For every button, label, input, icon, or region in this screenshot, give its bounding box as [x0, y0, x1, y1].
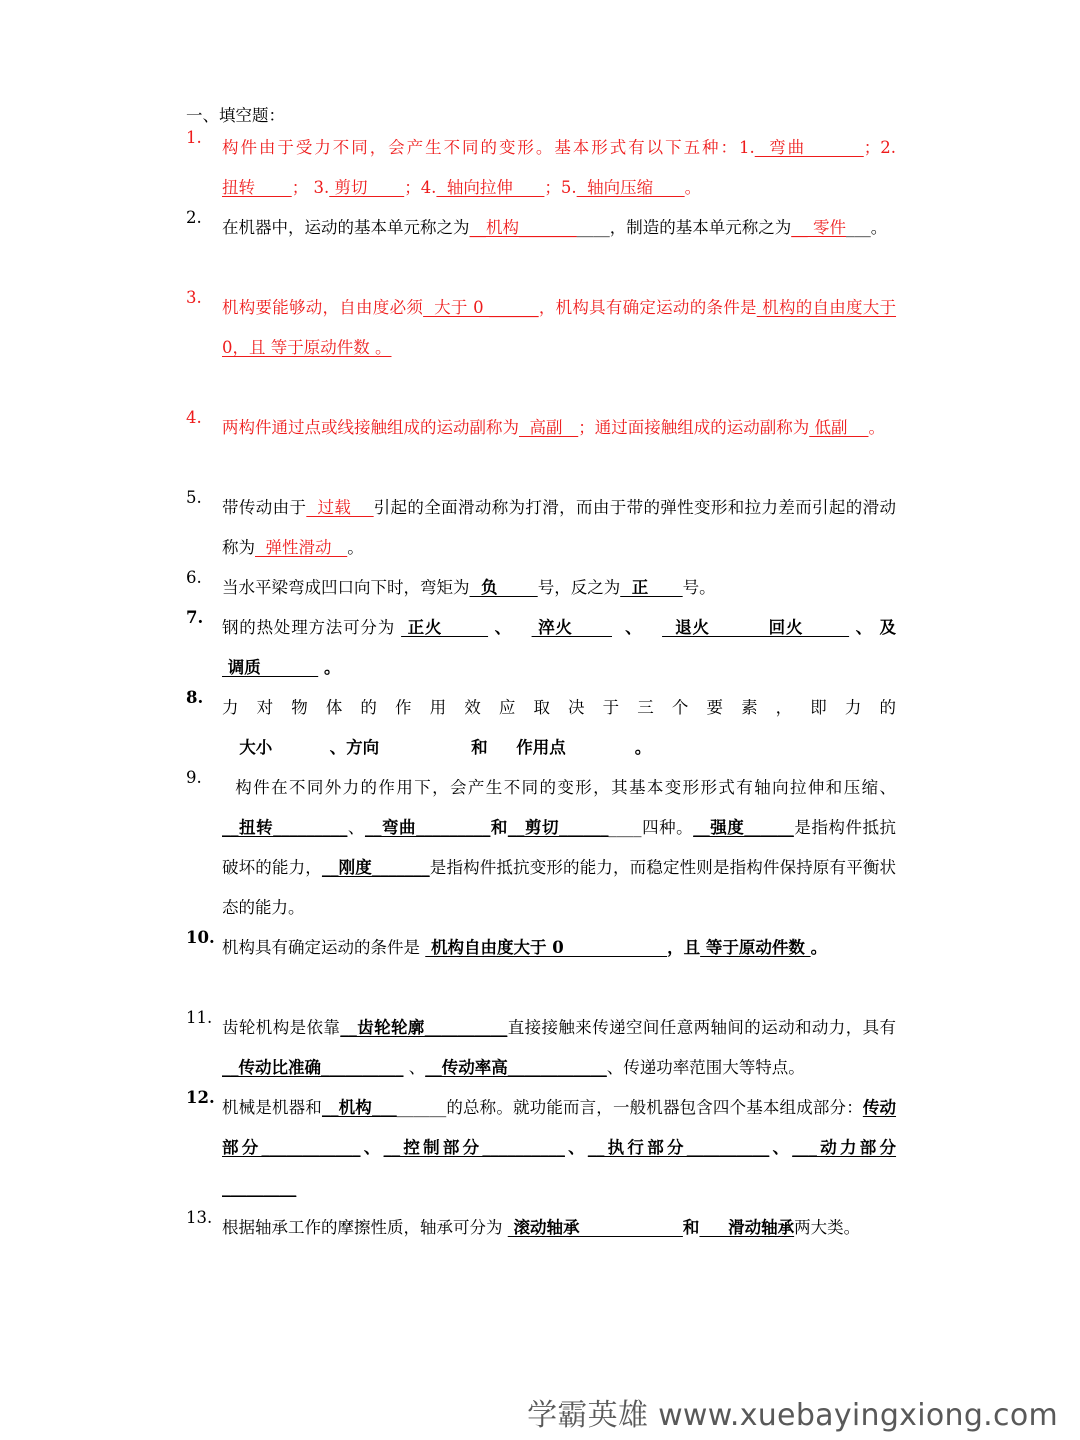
- question-7: [186, 608, 896, 688]
- question-12: [186, 1088, 896, 1208]
- question-3: [186, 288, 896, 368]
- question-number: 5.: [186, 488, 202, 507]
- answer-blank: 滑动轴承: [699, 1218, 795, 1237]
- answer-blank: 淬火: [531, 618, 612, 637]
- answer-blank: 大于 0 ______: [423, 298, 539, 317]
- answer-blank: 机构的自由度大于 0，且 等于原动件数 。: [222, 298, 897, 357]
- answer-blank: 大小: [222, 738, 273, 757]
- question-number: 2.: [186, 208, 202, 227]
- question-number: 10.: [186, 928, 215, 947]
- answer-blank: __弯曲_________: [364, 818, 491, 837]
- answer-blank: 弹性滑动: [255, 538, 348, 557]
- question-text: 机构具有确定运动的条件是 机构自由度大于 0 ，且 等于原动件数 。: [222, 938, 828, 957]
- answer-blank: 过载: [306, 498, 374, 517]
- answer-blank: 传动部分____________: [222, 1098, 897, 1157]
- answer-blank: 滚动轴承: [507, 1218, 683, 1237]
- answer-blank: __机构___: [321, 1098, 397, 1117]
- question-number: 4.: [186, 408, 202, 427]
- question-number: 7.: [186, 608, 204, 627]
- question-text: 构件由于受力不同，会产生不同的变形。基本形式有以下五种：1. 弯曲 ；2.扭转 ； 3. 剪切 ；4. 轴向拉伸 ；5. 轴向压缩 。: [222, 138, 896, 197]
- question-number: 11.: [186, 1008, 213, 1027]
- question-text: 两构件通过点或线接触组成的运动副称为 高副 ；通过面接触组成的运动副称为 低副 。: [222, 418, 885, 437]
- answer-blank: 高副: [519, 418, 579, 437]
- answer-blank: __齿轮轮廓__________: [340, 1018, 508, 1037]
- question-number: 13.: [186, 1208, 213, 1227]
- answer-blank: 调质: [222, 658, 319, 677]
- question-number: 1.: [186, 128, 202, 147]
- question-text: 在机器中，运动的基本单元称之为__机构___________，制造的基本单元称之为__ 零件___。: [222, 218, 888, 237]
- answer-blank: 轴向压缩: [576, 178, 685, 197]
- answer-blank: __ 零件: [791, 218, 846, 237]
- question-number: 3.: [186, 288, 202, 307]
- question-6: [186, 568, 896, 608]
- question-number: 6.: [186, 568, 202, 587]
- answer-blank: 正火: [401, 618, 489, 637]
- answer-blank: 机构自由度大于 0: [425, 938, 668, 957]
- question-2: [186, 208, 896, 248]
- section-title: 一、填空题：: [186, 106, 285, 125]
- question-number: 12.: [186, 1088, 215, 1107]
- answer-blank: __扭转_________: [222, 818, 348, 837]
- answer-blank: __刚度_______: [321, 858, 430, 877]
- question-number: 8.: [186, 688, 204, 707]
- answer-blank: __强度______: [693, 818, 794, 837]
- question-10: [186, 928, 896, 968]
- question-text: 齿轮机构是依靠__齿轮轮廓__________直接接触来传递空间任意两轴间的运动和动力，具有__传动比准确__________ 、__传动率高____________、传递功率范围大等特点。: [222, 1018, 897, 1077]
- question-text: 钢的热处理方法可分为 正火 、 淬火 、 退火 回火 、 及 调质 。: [222, 618, 896, 677]
- question-text: 根据轴承工作的摩擦性质，轴承可分为 滚动轴承 和 滑动轴承两大类。: [222, 1218, 861, 1237]
- question-text: 当水平梁弯成凹口向下时，弯矩为 负 号，反之为 正 号。: [222, 578, 716, 597]
- answer-blank: __传动比准确__________: [222, 1058, 404, 1077]
- answer-blank: __执行部分__________: [587, 1138, 770, 1157]
- answer-blank: __传动率高____________: [425, 1058, 607, 1077]
- question-number: 9.: [186, 768, 202, 787]
- answer-blank: 弯曲: [754, 138, 864, 157]
- question-13: [186, 1208, 896, 1248]
- watermark-text: 学霸英雄 www.xuebayingxiong.com: [527, 1398, 1058, 1433]
- answer-blank: __剪切______: [507, 818, 609, 837]
- answer-blank: 轴向拉伸: [436, 178, 545, 197]
- question-1: [186, 128, 896, 208]
- answer-blank: __机构_______: [469, 218, 577, 237]
- question-8: [186, 688, 896, 768]
- question-text: 构件在不同外力的作用下，会产生不同的变形，其基本变形形式有轴向拉伸和压缩、__扭转_________、__弯曲_________和__剪切__________四种。__强度______是指构件抵抗破坏的能力，__刚度_______是指构件抵抗变形的能力，而稳定性则是指构件保持原有平衡状态的能力。: [222, 778, 897, 917]
- question-text: 带传动由于 过载 引起的全面滑动称为打滑，而由于带的弹性变形和拉力差而引起的滑动称为 弹性滑动 。: [222, 498, 896, 557]
- answer-blank: ___动力部分_________: [222, 1138, 897, 1197]
- answer-blank: 剪切: [329, 178, 405, 197]
- answer-blank: 扭转: [222, 178, 292, 197]
- answer-blank: __控制部分__________: [383, 1138, 565, 1157]
- question-5: [186, 488, 896, 568]
- answer-blank: 低副: [809, 418, 869, 437]
- question-4: [186, 408, 896, 448]
- answer-blank: 退火 回火: [662, 618, 850, 637]
- question-text: 机械是机器和__机构_________的总称。就功能而言，一般机器包含四个基本组成部分：传动部分____________、__控制部分__________、__执行部分__________、___动力部分_________: [222, 1098, 897, 1197]
- question-11: [186, 1008, 896, 1088]
- answer-blank: 正: [620, 578, 683, 597]
- answer-blank: 负: [469, 578, 538, 597]
- answer-blank: 等于原动件数: [700, 938, 811, 957]
- question-text: 力对物体的作用效应取决于三个要素，即力的 大小 、方向 和 作用点 。: [222, 698, 896, 757]
- question-text: 机构要能够动，自由度必须 大于 0 ______，机构具有确定运动的条件是 机构的自由度大于 0，且 等于原动件数 。: [222, 298, 897, 357]
- question-9: [186, 768, 896, 928]
